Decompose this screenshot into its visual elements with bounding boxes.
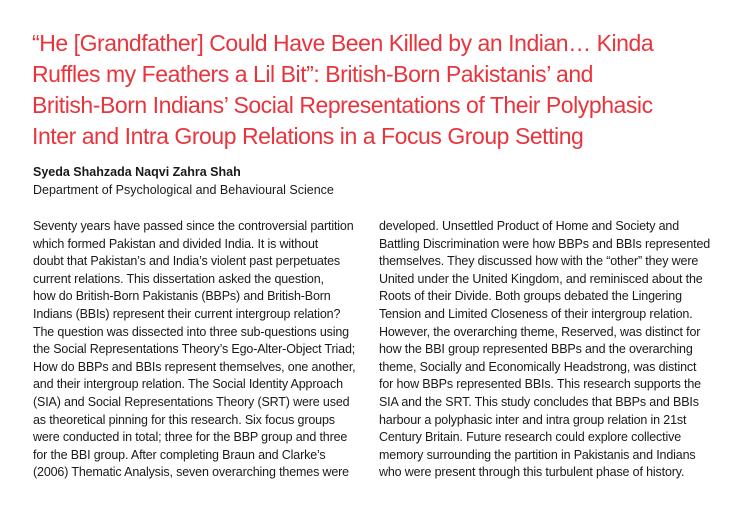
title-line: Inter and Intra Group Relations in a Focus Group Setting <box>32 123 584 149</box>
abstract-right-column <box>379 218 724 482</box>
abstract-line: However, the overarching theme, Reserved, was distinct for <box>379 324 701 339</box>
abstract-line: for how BBPs represented BBIs. This research supports the <box>379 377 701 392</box>
abstract-line: who were present through this turbulent phase of history. <box>379 465 685 480</box>
abstract-line: Tension and Limited Closeness of their intergroup relation. <box>379 306 693 321</box>
abstract-line: Roots of their Divide. Both groups debated the Lingering <box>379 289 682 304</box>
paper-title <box>32 28 732 152</box>
abstract-line: Century Britain. Future research could explore collective <box>379 430 682 445</box>
abstract-line: The question was dissected into three sub-questions using <box>33 324 349 339</box>
abstract-line: developed. Unsettled Product of Home and Society and <box>379 219 680 233</box>
abstract-line: SIA and the SRT. This study concludes that BBPs and BBIs <box>379 394 699 409</box>
abstract-line: for the BBI group. After completing Braun and Clarke’s <box>33 447 326 462</box>
abstract-line: (2006) Thematic Analysis, seven overarching themes were <box>33 465 349 480</box>
abstract-line: how do British-Born Pakistanis (BBPs) and British-Born <box>33 289 331 304</box>
abstract-line: themselves. They discussed how with the “other” they were <box>379 254 699 269</box>
abstract-line: Battling Discrimination were how BBPs and BBIs represented <box>379 236 711 251</box>
abstract-line: as theoretical pinning for this research. Six focus groups <box>33 412 335 427</box>
abstract-line: How do BBPs and BBIs represent themselves, one another, <box>33 359 356 374</box>
abstract-line: harbour a polyphasic inter and intra group relation in 21st <box>379 412 687 427</box>
abstract-line: and their intergroup relation. The Social Identity Approach <box>33 377 343 392</box>
abstract-line: United under the United Kingdom, and reminisced about the <box>379 271 703 286</box>
title-line: Ruffles my Feathers a Lil Bit”: British-Born Pakistanis’ and <box>32 61 594 87</box>
abstract-line: which formed Pakistan and divided India. It is without <box>33 236 319 251</box>
abstract-left-column <box>33 218 368 482</box>
abstract-line: the Social Representations Theory’s Ego-Alter-Object Triad; <box>33 342 356 357</box>
abstract-line: Seventy years have passed since the controversial partition <box>33 219 354 233</box>
department-name: Department of Psychological and Behavioural Science <box>33 183 334 197</box>
abstract-line: how the BBI group represented BBPs and the overarching <box>379 342 693 357</box>
abstract-line: Indians (BBIs) represent their current intergroup relation? <box>33 306 341 321</box>
abstract-line: (SIA) and Social Representations Theory (SRT) were used <box>33 394 350 409</box>
title-line: British-Born Indians’ Social Representations of Their Polyphasic <box>32 92 653 118</box>
abstract-line: theme, Socially and Economically Headstrong, was distinct <box>379 359 697 374</box>
author-name: Syeda Shahzada Naqvi Zahra Shah <box>33 165 241 179</box>
abstract-line: current relations. This dissertation asked the question, <box>33 271 324 286</box>
abstract-line: doubt that Pakistan’s and India’s violent past perpetuates <box>33 254 341 269</box>
title-line: “He [Grandfather] Could Have Been Killed by an Indian… Kinda <box>32 30 654 56</box>
abstract-line: were conducted in total; three for the BBP group and three <box>33 430 348 445</box>
abstract-line: memory surrounding the partition in Pakistanis and Indians <box>379 447 696 462</box>
